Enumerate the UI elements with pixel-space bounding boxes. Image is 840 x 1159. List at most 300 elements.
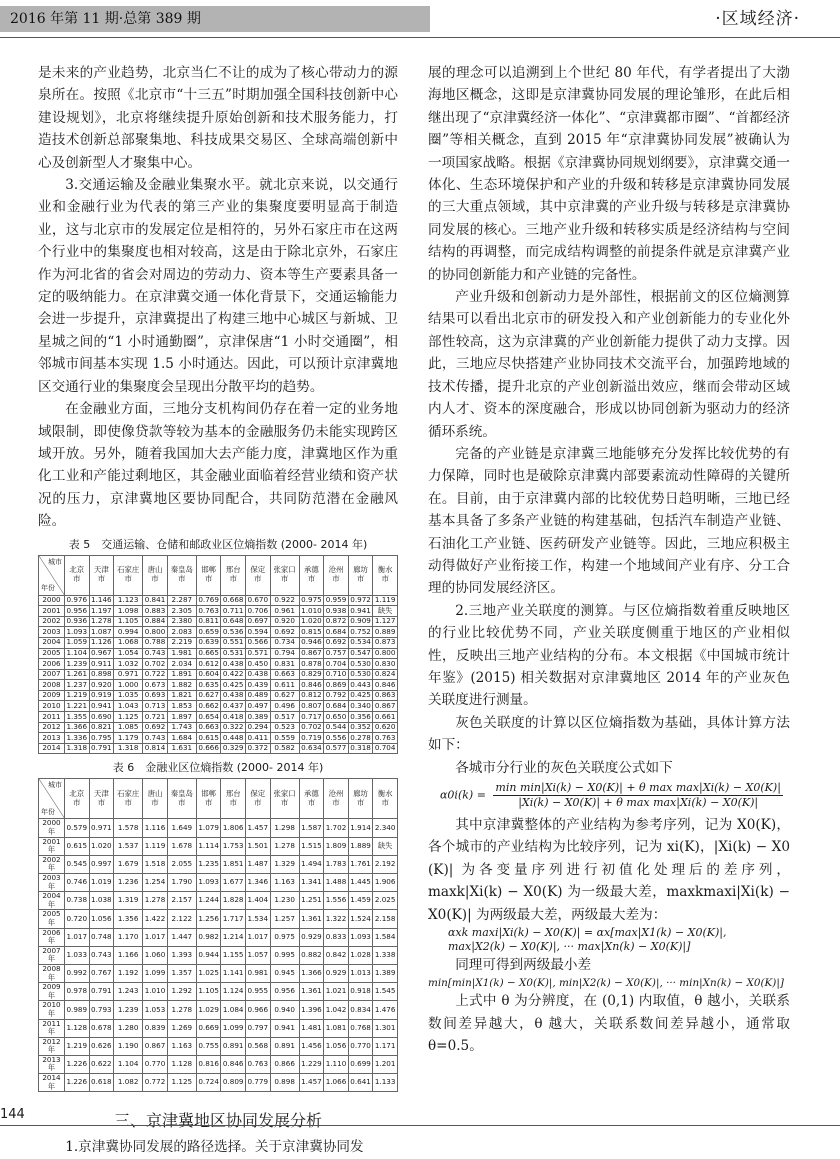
value-cell: 1.013 — [348, 964, 373, 982]
value-cell: 0.941 — [91, 700, 112, 710]
column-header: 天津市 — [89, 779, 114, 819]
value-cell: 0.635 — [198, 679, 219, 689]
value-cell: 0.833 — [324, 928, 349, 946]
value-cell: 1.124 — [221, 983, 246, 1001]
value-cell: 0.639 — [198, 637, 219, 647]
table-row — [39, 946, 398, 964]
value-cell: 1.017 — [143, 928, 168, 946]
value-cell: 1.093 — [196, 874, 221, 892]
value-cell: 0.439 — [247, 679, 269, 689]
value-cell: 缺失 — [373, 837, 398, 855]
value-cell: 1.356 — [114, 910, 143, 928]
value-cell: 1.649 — [167, 819, 196, 837]
value-cell: 0.792 — [325, 690, 347, 700]
value-cell: 0.720 — [65, 910, 90, 928]
value-cell: 1.361 — [299, 910, 324, 928]
value-cell: 1.518 — [143, 855, 168, 873]
value-cell: 2.305 — [167, 606, 196, 617]
column-header: 沧州市 — [324, 779, 349, 819]
value-cell: 1.105 — [196, 983, 221, 1001]
value-cell: 1.702 — [324, 819, 349, 837]
value-cell: 0.318 — [350, 743, 371, 753]
value-cell: 0.496 — [270, 701, 299, 712]
value-cell: 0.981 — [246, 964, 271, 982]
left-column — [38, 62, 398, 1159]
table-header-row — [39, 555, 398, 595]
value-cell: 1.163 — [270, 874, 299, 892]
value-cell: 0.846 — [221, 1055, 246, 1073]
value-cell: 0.704 — [325, 658, 347, 668]
value-cell: 0.944 — [196, 946, 221, 964]
column-header: 廊坊市 — [348, 555, 373, 595]
value-cell: 0.654 — [198, 711, 219, 721]
value-cell: 0.556 — [325, 732, 347, 742]
value-cell: 0.763 — [198, 605, 219, 615]
table-row — [39, 606, 398, 617]
table-row — [39, 595, 398, 606]
value-cell: 0.536 — [222, 626, 244, 636]
value-cell: 0.920 — [270, 616, 299, 627]
column-header: 唐山市 — [143, 779, 168, 819]
value-cell: 1.021 — [324, 983, 349, 1001]
value-cell: 0.791 — [89, 983, 114, 1001]
value-cell: 1.329 — [270, 855, 299, 873]
value-cell: 0.867 — [373, 701, 398, 712]
column-header: 张家口市 — [270, 555, 299, 595]
value-cell: 0.356 — [350, 711, 371, 721]
value-cell: 1.098 — [114, 606, 143, 617]
table-row — [39, 637, 398, 648]
value-cell: 1.042 — [324, 1001, 349, 1019]
value-cell: 1.355 — [66, 711, 88, 721]
value-cell: 0.450 — [247, 658, 269, 668]
value-cell: 1.125 — [167, 1074, 196, 1092]
value-cell: 1.068 — [114, 637, 143, 648]
year-cell: 2013 年 — [39, 1055, 65, 1073]
value-cell: 1.028 — [348, 946, 373, 964]
value-cell: 1.146 — [91, 595, 112, 605]
value-cell: 0.941 — [350, 605, 371, 615]
value-cell: 0.668 — [222, 595, 244, 605]
value-cell: 0.690 — [91, 711, 112, 721]
value-cell: 0.788 — [144, 637, 166, 647]
table-row — [39, 659, 398, 670]
value-cell: 1.914 — [348, 819, 373, 837]
value-cell: 1.093 — [66, 626, 88, 636]
value-cell: 1.783 — [324, 855, 349, 873]
value-cell: 0.530 — [350, 658, 371, 668]
value-cell: 0.711 — [222, 605, 244, 615]
value-cell: 0.438 — [222, 658, 244, 668]
value-cell: 1.099 — [143, 964, 168, 982]
value-cell: 1.889 — [348, 837, 373, 855]
value-cell: 1.278 — [167, 1001, 196, 1019]
issue-label: 2016 年第 11 期·总第 389 期 — [0, 6, 430, 32]
value-cell: 1.684 — [167, 733, 196, 744]
value-cell: 1.501 — [246, 837, 271, 855]
data-table — [38, 778, 398, 1092]
value-cell: 1.033 — [65, 946, 90, 964]
value-cell: 1.230 — [270, 892, 299, 910]
value-cell: 1.891 — [167, 669, 196, 680]
value-cell: 0.846 — [373, 680, 398, 691]
year-cell: 2005 — [39, 648, 65, 659]
value-cell: 0.770 — [143, 1055, 168, 1073]
table-row — [39, 616, 398, 627]
value-cell: 0.809 — [221, 1074, 246, 1092]
page-header — [0, 0, 840, 38]
formula: min[min|X1(k) − X0(K)|, min|X2(k) − X0(K)|, ··· min|Xn(k) − X0(K)|] — [428, 977, 784, 990]
value-cell: 0.841 — [144, 595, 166, 605]
value-cell: 1.631 — [167, 743, 196, 754]
value-cell: 1.515 — [299, 837, 324, 855]
table-row — [39, 910, 398, 928]
value-cell: 0.918 — [348, 983, 373, 1001]
value-cell: 0.956 — [270, 983, 299, 1001]
value-cell: 0.425 — [350, 690, 371, 700]
value-cell: 1.053 — [143, 1001, 168, 1019]
value-cell: 0.544 — [325, 722, 347, 732]
value-cell: 0.534 — [350, 637, 371, 647]
value-cell: 0.800 — [144, 626, 166, 636]
table-row — [39, 712, 398, 723]
value-cell: 1.127 — [373, 616, 398, 627]
table-row — [39, 874, 398, 892]
year-cell: 2014 — [39, 743, 65, 754]
paragraph: 展的理念可以追溯到上个世纪 80 年代，有学者提出了大渤海地区概念，这即是京津冀协同发展的理论雏形，在此后相继出现了“京津冀经济一体化”、“京津冀都市圈”、“首都经济圈”等相关概念，直到 2015 年“京津冀协同发展”被确认为一项国家战略。根据《京津冀协同规划纲要》，京津冀交通一体化、生态环境保护和产业的升级和转移是京津冀协同发展的三大重点领域，其中京津冀的产业升级与转移是京津冀协同发展的核心。三地产业升级和转移实质是经济结构与空间结构的再调整，而完成结构调整的前提条件就是京津冀产业的协同创新能力和产业链的完备性。 — [428, 65, 790, 283]
value-cell: 2.192 — [373, 855, 398, 873]
year-cell: 2002 年 — [39, 855, 65, 873]
value-cell: 0.898 — [270, 1074, 299, 1092]
formula — [428, 926, 790, 954]
column-header: 衡水市 — [373, 555, 398, 595]
value-cell: 0.978 — [65, 983, 90, 1001]
value-cell: 1.261 — [66, 669, 88, 679]
paragraph: 产业升级和创新动力是外部性，根据前文的区位熵测算结果可以看出北京市的研发投入和产业创新能力的专业化外部性较高，这为京津冀的产业创新能力提供了动力支撑。因此，三地应尽快搭建产业协同技术交流平台，加强跨地域的技术传播，提升北京的产业创新溢出效应，继而会带动区域内人才、资本的深度融合，形成以协同创新为驱动力的经济循环系统。 — [428, 289, 790, 440]
value-cell: 0.961 — [270, 606, 299, 617]
value-cell: 1.032 — [114, 659, 143, 670]
value-cell: 1.584 — [373, 928, 398, 946]
year-cell: 2001 — [39, 606, 65, 617]
table-row — [39, 1074, 398, 1092]
table-row — [39, 855, 398, 873]
value-cell: 1.481 — [299, 1019, 324, 1037]
column-header: 保定市 — [246, 779, 271, 819]
value-cell: 0.866 — [270, 1055, 299, 1073]
value-cell: 0.615 — [198, 732, 219, 742]
value-cell: 0.650 — [325, 711, 347, 721]
value-cell: 1.084 — [221, 1001, 246, 1019]
value-cell: 1.292 — [167, 983, 196, 1001]
value-cell: 0.757 — [325, 648, 347, 657]
value-cell: 1.020 — [89, 837, 114, 855]
year-cell: 2009 年 — [39, 983, 65, 1001]
value-cell: 0.869 — [325, 679, 347, 689]
value-cell: 0.743 — [89, 946, 114, 964]
value-cell: 0.582 — [270, 743, 299, 754]
value-cell: 0.938 — [325, 605, 347, 615]
value-cell: 0.941 — [270, 1019, 299, 1037]
value-cell: 0.372 — [247, 743, 269, 753]
value-cell: 0.920 — [91, 679, 112, 689]
value-cell: 1.404 — [246, 892, 271, 910]
value-cell: 0.678 — [89, 1019, 114, 1037]
value-cell: 0.767 — [89, 964, 114, 982]
value-cell: 2.157 — [167, 892, 196, 910]
value-cell: 1.545 — [373, 983, 398, 1001]
value-cell: 1.017 — [246, 928, 271, 946]
value-cell: 0.795 — [91, 732, 112, 742]
value-cell: 1.457 — [246, 819, 271, 837]
value-cell: 1.494 — [299, 855, 324, 873]
value-cell: 1.753 — [221, 837, 246, 855]
value-cell: 0.831 — [270, 659, 299, 670]
year-cell: 2003 年 — [39, 874, 65, 892]
value-cell: 1.105 — [114, 616, 143, 627]
value-cell: 0.956 — [66, 605, 88, 615]
column-header: 邢台市 — [221, 555, 246, 595]
value-cell: 0.663 — [270, 669, 299, 680]
year-cell: 2007 年 — [39, 946, 65, 964]
table-corner-header — [39, 555, 65, 595]
value-cell: 0.878 — [301, 658, 322, 668]
value-cell: 0.797 — [246, 1019, 271, 1037]
table-row — [39, 928, 398, 946]
table-row — [39, 680, 398, 691]
value-cell: 1.166 — [114, 946, 143, 964]
value-cell: 0.719 — [301, 732, 322, 742]
value-cell: 1.821 — [167, 690, 196, 701]
value-cell: 1.280 — [114, 1019, 143, 1037]
table-row — [39, 733, 398, 744]
value-cell: 0.755 — [196, 1037, 221, 1055]
value-cell: 0.389 — [247, 711, 269, 721]
value-cell: 0.807 — [301, 700, 322, 710]
value-cell: 0.909 — [350, 616, 371, 626]
value-cell: 0.967 — [91, 648, 112, 657]
value-cell: 1.163 — [167, 1037, 196, 1055]
table-header-row — [39, 779, 398, 819]
value-cell: 1.906 — [373, 874, 398, 892]
value-cell: 1.054 — [114, 648, 143, 659]
value-cell: 1.488 — [324, 874, 349, 892]
value-cell: 1.459 — [348, 892, 373, 910]
value-cell: 1.081 — [324, 1019, 349, 1037]
value-cell: 0.791 — [91, 743, 112, 753]
value-cell: 0.945 — [270, 964, 299, 982]
paragraph: 2.三地产业关联度的测算。与区位熵指数着重反映地区的行业比较优势不同，产业关联度侧重于地区的产业相似性，反映出三地产业结构的分布。本文根据《中国城市统计年鉴》(2015) 相关数据对京津冀地区 2014 年的产业灰色关联度进行测量。 — [428, 602, 790, 709]
column-header: 天津市 — [89, 555, 114, 595]
year-cell: 2003 — [39, 627, 65, 638]
value-cell: 0.618 — [89, 1074, 114, 1092]
paragraph: 完备的产业链是京津冀三地能够充分发挥比较优势的有力保障，同时也是破除京津冀内部要素流动性障碍的关键所在。目前，由于京津冀内部的比较优势日趋明晰，三地已经基本具备了多条产业链的构建基础，包括汽车制造产业链、石油化工产业链、医药研发产业链等。因此，三地应积极主动得做好产业衔接工作，构建一个地域间产业有序、分工合理的协同发展经济区。 — [428, 445, 790, 597]
value-cell: 0.746 — [65, 874, 90, 892]
value-cell: 1.192 — [114, 964, 143, 982]
value-cell: 1.056 — [89, 910, 114, 928]
value-cell: 1.278 — [91, 616, 112, 626]
value-cell: 0.975 — [301, 595, 322, 605]
table-row — [39, 743, 398, 754]
value-cell: 0.834 — [348, 1001, 373, 1019]
value-cell: 2.025 — [373, 892, 398, 910]
table-5-block — [38, 537, 398, 755]
value-cell: 1.322 — [324, 910, 349, 928]
value-cell: 2.083 — [167, 627, 196, 638]
value-cell: 0.648 — [222, 616, 244, 626]
value-cell: 1.126 — [91, 637, 112, 647]
value-cell: 0.721 — [144, 711, 166, 721]
value-cell: 1.085 — [114, 722, 143, 733]
value-cell: 0.889 — [373, 627, 398, 638]
value-cell: 0.352 — [350, 722, 371, 732]
value-cell: 1.019 — [89, 874, 114, 892]
value-cell: 1.278 — [270, 837, 299, 855]
year-cell: 2008 — [39, 680, 65, 691]
value-cell: 1.537 — [114, 837, 143, 855]
value-cell: 1.318 — [114, 743, 143, 754]
value-cell: 1.125 — [114, 712, 143, 723]
value-cell: 1.010 — [301, 605, 322, 615]
year-cell: 2012 年 — [39, 1037, 65, 1055]
value-cell: 2.034 — [167, 659, 196, 670]
value-cell: 0.722 — [144, 669, 166, 679]
value-cell: 1.119 — [373, 595, 398, 606]
value-cell: 1.341 — [299, 874, 324, 892]
section-label: ·区域经济· — [715, 9, 800, 29]
value-cell: 0.946 — [301, 637, 322, 647]
value-cell: 1.806 — [221, 819, 246, 837]
value-cell: 1.029 — [196, 1001, 221, 1019]
value-cell: 0.976 — [66, 595, 88, 605]
value-cell: 1.104 — [66, 648, 88, 657]
value-cell: 0.882 — [299, 946, 324, 964]
value-cell: 0.982 — [196, 928, 221, 946]
value-cell: 2.055 — [167, 855, 196, 873]
value-cell: 1.110 — [324, 1055, 349, 1073]
value-cell: 1.457 — [299, 1074, 324, 1092]
formula-line: max|X2(k) − X0(K)|, ··· max|Xn(k) − X0(K)|] — [448, 940, 691, 954]
value-cell: 0.702 — [301, 722, 322, 732]
value-cell: 1.128 — [65, 1019, 90, 1037]
table-row — [39, 1019, 398, 1037]
value-cell: 0.702 — [144, 658, 166, 668]
value-cell: 0.611 — [270, 680, 299, 691]
value-cell: 1.025 — [196, 964, 221, 982]
value-cell: 0.641 — [348, 1074, 373, 1092]
value-cell: 0.811 — [198, 616, 219, 626]
value-cell: 0.770 — [348, 1037, 373, 1055]
value-cell: 0.867 — [143, 1037, 168, 1055]
value-cell: 0.922 — [270, 595, 299, 606]
value-cell: 1.318 — [66, 743, 88, 753]
value-cell: 0.692 — [144, 722, 166, 732]
value-cell: 0.673 — [144, 679, 166, 689]
table-6-block — [38, 760, 398, 1092]
value-cell: 0.824 — [373, 669, 398, 680]
table-row — [39, 983, 398, 1001]
formula-fraction — [493, 781, 782, 810]
value-cell: 0.992 — [65, 964, 90, 982]
value-cell: 0.738 — [65, 892, 90, 910]
column-header: 廊坊市 — [348, 779, 373, 819]
value-cell: 1.851 — [221, 855, 246, 873]
value-cell: 0.579 — [65, 819, 90, 837]
value-cell: 1.790 — [167, 874, 196, 892]
value-cell: 0.448 — [222, 732, 244, 742]
value-cell: 1.082 — [114, 1074, 143, 1092]
formula-lhs: α0i(k) = — [440, 788, 486, 802]
year-cell: 2008 年 — [39, 964, 65, 982]
year-cell: 2013 — [39, 733, 65, 744]
value-cell: 2.287 — [167, 595, 196, 606]
value-cell: 0.768 — [348, 1019, 373, 1037]
value-cell: 0.919 — [91, 690, 112, 700]
value-cell: 1.099 — [221, 1019, 246, 1037]
value-cell: 0.911 — [91, 658, 112, 668]
value-cell: 1.389 — [373, 964, 398, 982]
value-cell: 0.662 — [198, 700, 219, 710]
column-header: 北京市 — [65, 779, 90, 819]
year-cell: 2002 — [39, 616, 65, 627]
paragraph: 其中京津冀整体的产业结构为参考序列，记为 X0(K)，各个城市的产业结构为比较序列，记为 xi(K)，|Xi(k) − X0 (K)| 为各变量序列进行初值化处理后的差序列，maxk|Xi(k) − X0(K) 为一级最大差，maxkmaxi|Xi(k) − X0(K)| 为两级最大差，两级最大差为： — [428, 817, 790, 923]
value-cell: 0.959 — [325, 595, 347, 605]
value-cell: 0.706 — [247, 605, 269, 615]
column-header: 秦皇岛市 — [167, 555, 196, 595]
value-cell: 0.743 — [144, 732, 166, 742]
value-cell: 0.523 — [270, 722, 299, 733]
year-cell: 2011 年 — [39, 1019, 65, 1037]
formula-denominator: |Xi(k) − X0(K)| + θ max max|Xi(k) − X0(K)| — [518, 796, 759, 809]
value-cell: 1.556 — [324, 892, 349, 910]
table-row — [39, 1001, 398, 1019]
year-cell: 2004 — [39, 637, 65, 648]
value-cell: 1.254 — [143, 874, 168, 892]
value-cell: 1.057 — [246, 946, 271, 964]
value-cell: 1.244 — [196, 892, 221, 910]
value-cell: 0.971 — [114, 669, 143, 680]
paragraph: 在金融业方面，三地分支机构间仍存在着一定的业务地域限制，即使像贷款等较为基本的金融服务仍未能实现跨区域开放。另外，随着我国加大去产能力度，津冀地区作为重化工业和产能过剩地区，其金融业面临着经营业绩和资产状况的压力，京津冀地区要协同配合，共同防范潜在金融风险。 — [38, 401, 398, 530]
value-cell: 1.066 — [324, 1074, 349, 1092]
value-cell: 缺失 — [373, 606, 398, 617]
column-header: 沧州市 — [324, 555, 349, 595]
value-cell: 1.298 — [270, 819, 299, 837]
paragraph: 是未来的产业趋势，北京当仁不让的成为了核心带动力的源泉所在。按照《北京市“十三五”时期加强全国科技创新中心建设规划》，北京将继续提升原始创新和技术服务能力，打造技术创新总部聚集地、科技成果交易区、全球高端创新中心及创新型人才聚集中心。 — [38, 65, 398, 171]
year-cell: 2006 年 — [39, 928, 65, 946]
value-cell: 0.713 — [144, 700, 166, 710]
value-cell: 1.229 — [299, 1055, 324, 1073]
value-cell: 0.693 — [144, 690, 166, 700]
value-cell: 1.853 — [167, 701, 196, 712]
value-cell: 0.873 — [373, 637, 398, 648]
year-cell: 2010 年 — [39, 1001, 65, 1019]
value-cell: 0.816 — [196, 1055, 221, 1073]
column-header: 石家庄市 — [114, 779, 143, 819]
value-cell: 1.357 — [167, 964, 196, 982]
value-cell: 1.038 — [89, 892, 114, 910]
value-cell: 2.219 — [167, 637, 196, 648]
value-cell: 1.278 — [143, 892, 168, 910]
value-cell: 0.697 — [247, 616, 269, 626]
column-header: 承德市 — [299, 779, 324, 819]
corner-label-city: 城市 — [48, 781, 62, 790]
value-cell: 1.179 — [114, 733, 143, 744]
value-cell: 1.981 — [167, 648, 196, 659]
formula-numerator: min min|Xi(k) − X0(K)| + θ max max|Xi(k) − X0(K)| — [495, 781, 781, 794]
value-cell: 1.269 — [167, 1019, 196, 1037]
value-cell: 1.221 — [66, 700, 88, 710]
value-cell: 1.190 — [114, 1037, 143, 1055]
value-cell: 0.340 — [350, 700, 371, 710]
